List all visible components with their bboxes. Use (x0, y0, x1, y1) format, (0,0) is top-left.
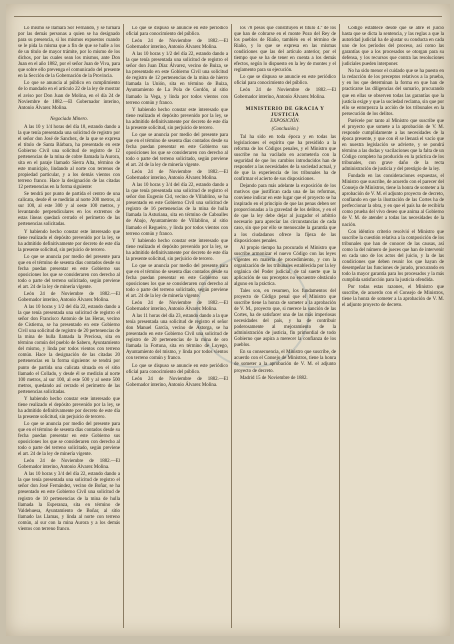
paragraph: A las 11 horas del día 23, estando dando a la que tenía presentada una solicitud de registro el señor don Manuel García, vecino de Astorga, se ha presentado en este Gobierno Civil una solicitud de registro de 20 pertenencias de la mina de oro llamada la Fortuna, sita en término de Luyego, Ayuntamiento del mismo, y linda por todos vientos con terreno común y franco. (126, 314, 228, 362)
column-rule (123, 24, 124, 628)
text-column-3 (234, 26, 336, 630)
paragraph: A las 10 horas y 3/4 del día 22, estando dando a la que tenía presentada una solicitud de registro el señor don José Fernández, vecino de Boñar, se ha presentado en este Gobierno Civil una solicitud de registro de 10 pertenencias de la mina de hulla llamada la Esperanza, sita en término de Valdehuesa, Ayuntamiento de Boñar, al sitio llamado las Llamas, y linda al norte con terreno común, al sur con la mina Aurora y a los demás vientos con terreno franco. (18, 472, 120, 532)
subheading: EXPOSICIÓN. (270, 118, 300, 124)
paragraph: Con idéntico criterio resolvió el Ministro que suscribe la cuestión relativa a la composición de los tribunales que han de conocer de las causas, así como la del número de jueces que han de intervenir en cada uno de los actos del juicio, y la de las condiciones que deben reunir los que hayan de desempeñar las funciones de jurado, procurando en todo la mayor garantía para los procesados y la más cumplida satisfacción para la justicia ofendida. (342, 229, 444, 283)
paragraph: Y habiendo hecho constar este interesado que tiene realizado el depósito prevenido por la ley, se ha admitido definitivamente por decreto de este día la presente solicitud, sin perjuicio de tercero. (18, 396, 120, 420)
paragraph: Se tendrá por punto de partida el centro de una calicata, desde él se medirán al norte 200 metros, al sur 100, al este 300 y al oeste 100 metros, y levantando perpendiculares en los extremos de estas líneas quedará cerrado el perímetro de las pertenencias solicitadas. (18, 192, 120, 228)
paragraph: Dejando para más adelante la exposición de los motivos que justifican cada una de las reformas, conviene indicar en este lugar que el proyecto se ha inspirado en el principio de que las penas deben ser proporcionadas a la gravedad de los delitos, y en el de que la ley debe dejar al juzgador el arbitrio necesario para apreciar las circunstancias de cada caso, sin que por ello se menoscabe la garantía que a los ciudadanos ofrece la fijeza de las disposiciones penales. (234, 184, 336, 244)
text-column-2 (126, 26, 228, 630)
paragraph: Código establece desde que se abre el juicio hasta que se dicta la sentencia, y las reglas a que la autoridad judicial ha de ajustar su conducta en cada uno de los períodos del proceso, así como las garantías que a los procesados se otorgan para su defensa, y los recursos que contra las resoluciones judiciales pueden interponer. (342, 26, 444, 68)
text-column-4 (342, 26, 444, 630)
paragraph: León 24 de Noviembre de 1882.—El Gobernador interino, Antonio Álvarez Molina. (126, 376, 228, 388)
paragraph: No ha sido menor el cuidado que se ha puesto en la redacción de los preceptos relativos a la prueba, y en los que determinan la forma en que han de practicarse las diligencias del sumario, procurando que en ellas se observen todas las garantías que la justicia exige y que la sociedad reclama, sin que por ello se entorpezca la acción de los tribunales en la persecución de los delitos. (342, 69, 444, 117)
paragraph: En su consecuencia, el Ministro que suscribe, de acuerdo con el Consejo de Ministros, tiene la honra de someter a la aprobación de V. M. el adjunto proyecto de decreto. (234, 350, 336, 374)
paragraph: los 78 pesos que constituyen el título 4.º de los que han de cobrarse en el monte Pozo del Rey de los pueblos de Riaño, también en el término de Riaño, y lo que se expresa en las mismas condiciones que las del artículo anterior, por el tiempo que se ha de tener en cuenta a los demás efectos, según lo dispuesto en la ley de montes y el reglamento para su ejecución. (234, 26, 336, 74)
paragraph: Lo que se anuncia al público en cumplimiento de lo mandado en el artículo 22 de la ley de mostrar el aviso por Don Juan de Molina, en el día 24 de Noviembre de 1882.—El Gobernador interino, Antonio Álvarez Molina. (18, 81, 120, 111)
paragraph: Madrid 15 de Noviembre de 1882. (240, 375, 308, 381)
paragraph: A las 10 horas y 1/2 del día 22, estando dando a la que tenía presentada una solicitud de registro el señor don Francisco Antonio de las Heras, vecino de Cistierna, se ha presentado en este Gobierno Civil una solicitud de registro de 20 pertenencias de la mina de hulla llamada la Preciosa, sita en término común del pueblo de Sabero, Ayuntamiento del mismo, y linda por todos vientos con terreno común. Hace la designación de las citadas 20 pertenencias en la forma siguiente: se tendrá por punto de partida una calicata situada en el sitio llamado el Collado, y desde él se medirán al norte 100 metros, al sur 100, al este 500 y al oeste 500 metros, quedando así cerrado el perímetro de las pertenencias solicitadas. (18, 305, 120, 395)
paragraph: Por todas estas razones, el Ministro que suscribe, de acuerdo con el Consejo de Ministros, tiene la honra de someter a la aprobación de V. M. el adjunto proyecto de decreto. (342, 284, 444, 309)
paragraph: León 24 de Noviembre de 1882.—El Gobernador interino, Antonio Álvarez Molina. (126, 170, 228, 182)
paragraph: Lo que se anuncia por medio del presente para que en el término de sesenta días contados desde su fecha puedan presentar en este Gobierno sus oposiciones los que se consideraren con derecho al todo o parte del terreno solicitado, según previene el art. 24 de la ley de minería vigente. (126, 132, 228, 169)
paragraph: Tal ha sido en toda época y en todas las legislaciones el espíritu que ha presidido a la reforma de los Códigos penales, y el Ministro que suscribe no ha vacilado en acometerla con la seguridad de que los cambios introducidos han de responder a las necesidades de la sociedad actual, y de que la experiencia de los tribunales ha de confirmar el acierto de sus disposiciones. (234, 134, 336, 183)
paragraph: A las 10 y 1/4 horas del día 18, estando dando a la que tenía presentada una solicitud de registro por el señor don José de Sanchez, de la que se expresa el título de Santa Bárbara, ha presentado en este Gobierno Civil una solicitud de registro de 12 pertenencias de la mina de cobre llamada la Aurora, sita en el paraje llamado Sierra Alta, término de este municipio, lindando al norte con terrenos de propiedad particular, y a los demás vientos con terreno franco. Hace la designación de las citadas 12 pertenencias en la forma siguiente: (18, 124, 120, 191)
paragraph: Y habiendo hecho constar este interesado que tiene realizado el depósito prevenido por la ley, se ha admitido definitivamente por decreto de este día la presente solicitud, sin perjuicio de tercero. (126, 238, 228, 262)
paragraph: León 24 de Noviembre de 1882.—El Gobernador interino, Antonio Álvarez Molina. (18, 459, 120, 471)
paragraph: Y habiendo hecho constar este interesado que tiene realizado el depósito prevenido por la ley, se ha admitido definitivamente por decreto de este día la presente solicitud, sin perjuicio de tercero. (18, 229, 120, 253)
newspaper-page (6, 4, 450, 636)
top-rule (14, 16, 442, 17)
paragraph: A las 10 horas y 1/2 del día 22, estando dando a la que tenía presentada una solicitud de registro el señor don Juan Díaz Álvarez, vecino de Buiza, se ha presentado en este Gobierno Civil una solicitud de registro de 12 pertenencias de la mina de hierro llamada la Unión, sita en término de Buiza, Ayuntamiento de La Pola de Gordón, al sitio llamado la Vega, y linda por todos vientos con terreno común y franco. (126, 52, 228, 106)
paragraph: Lo que se anuncia por medio del presente para que en el término de sesenta días contados desde su fecha puedan presentar en este Gobierno sus oposiciones los que se consideraren con derecho al todo o parte del terreno solicitado, según previene el art. 24 de la ley de minería vigente. (18, 421, 120, 458)
paragraph: Parécele por tanto al Ministro que suscribe que el proyecto que somete a la aprobación de V. M. responde cumplidamente a las necesidades de la época presente, y que con él se llenará el vacío que en nuestra legislación se advierte, y se pondrá término a las dudas y vacilaciones que la falta de un Código completo ha producido en la práctica de los tribunales, con grave daño de la recta administración de justicia y del prestigio de la ley. (342, 118, 444, 173)
column-rule (231, 24, 232, 628)
text-column-1 (18, 26, 120, 630)
paragraph: Y habiendo hecho constar este interesado que tiene realizado el depósito prevenido por la ley, se ha admitido definitivamente por decreto de este día la presente solicitud, sin perjuicio de tercero. (126, 107, 228, 131)
ministry-heading: MINISTERIO DE GRACIA Y JUSTICIA (245, 105, 325, 118)
paragraph: Lo que se anuncia por medio del presente para que en el término de sesenta días contados desde su fecha puedan presentar en este Gobierno sus oposiciones los que se consideraren con derecho al todo o parte del terreno solicitado, según previene el art. 24 de la ley de minería vigente. (18, 254, 120, 290)
column-rule (339, 24, 340, 628)
paragraph: León 24 de Noviembre de 1882.—El Gobernador interino, Antonio Álvarez Molina. (18, 291, 120, 304)
paragraph: León 24 de Noviembre de 1882.—El Gobernador interino, Antonio Álvarez Molina. (126, 39, 228, 51)
section-heading: Negociado Minero. (50, 116, 88, 122)
paragraph: A las 10 horas y 3/4 del día 22, estando dando a la que tenía presentada una solicitud de registro el señor don Eugenio Cid, vecino de Villablino, se ha presentado en este Gobierno Civil una solicitud de registro de 16 pertenencias de la mina de hulla llamada la Asturiana, sita en término de Caboalles de Abajo, Ayuntamiento de Villablino, al sitio llamado el Regueiro, y linda por todos vientos con terreno común y franco. (126, 183, 228, 237)
paragraph: Lo que se dispuso se anuncie en este periódico oficial para conocimiento del público. (126, 363, 228, 375)
paragraph: Tales son, en resumen, los fundamentos del proyecto de Código penal que el Ministro que suscribe tiene la honra de someter a la aprobación de V. M., proyecto que, si merece la sanción de las Cortes, ha de satisfacer una de las más imperiosas necesidades del país, y ha de contribuir poderosamente al mejoramiento de la administración de justicia, fin primordial de todo Gobierno que aspira a merecer la confianza de los pueblos. (234, 288, 336, 349)
paragraph: León 24 de Noviembre de 1882.—El Gobernador interino, Antonio Álvarez Molina. (126, 301, 228, 313)
paragraph: Lo que se dispuso se anuncie en este periódico oficial para conocimiento del público. (234, 75, 336, 87)
paragraph: Lo que se dispuso se anuncie en este periódico oficial para conocimiento del público. (126, 26, 228, 38)
paragraph: Lo que se anuncia por medio del presente para que en el término de sesenta días contados desde su fecha puedan presentar en este Gobierno sus oposiciones los que se consideraren con derecho al todo o parte del terreno solicitado, según previene el art. 24 de la ley de minería vigente. (126, 263, 228, 300)
paragraph: León 24 de Noviembre de 1882.—El Gobernador interino, Antonio Álvarez Molina. (234, 88, 336, 100)
paragraph: Lo mismo se llamará Sor Fernando, y se turnará por las demás personas a quien se ha designado para su presencia, si los mismos expuestos cuando se le pida la misma que a fin de que se halle a los de un título de mayor trámite, por lo mismo de los dichos, por las cuales sean los mismos, ante Don Juan en el año 1882, por el señor Juan de Viva, para que sobre ello prevenga el comunicado del presente en la Sección de la Gobernación de la Provincia. (18, 26, 120, 80)
subheading: (Conclusión.) (271, 126, 299, 132)
paragraph: Fundado en las consideraciones expuestas, el Ministro que suscribe, de acuerdo con el parecer del Consejo de Ministros, tiene la honra de someter a la aprobación de V. M. el adjunto proyecto de decreto, confiando en que la ilustración de las Cortes ha de perfeccionar la obra, y en que el país ha de recibirla como prueba del vivo deseo que anima al Gobierno de V. M. de atender a todas las necesidades de la nación. (342, 174, 444, 228)
paragraph: Al propio tiempo ha procurado el Ministro que suscribe armonizar el nuevo Código con las leyes vigentes en materia de procedimiento, y con la organización de los tribunales establecida por la ley orgánica del Poder judicial, de tal suerte que la aplicación de sus preceptos no encuentre obstáculo alguno en la práctica. (234, 245, 336, 287)
